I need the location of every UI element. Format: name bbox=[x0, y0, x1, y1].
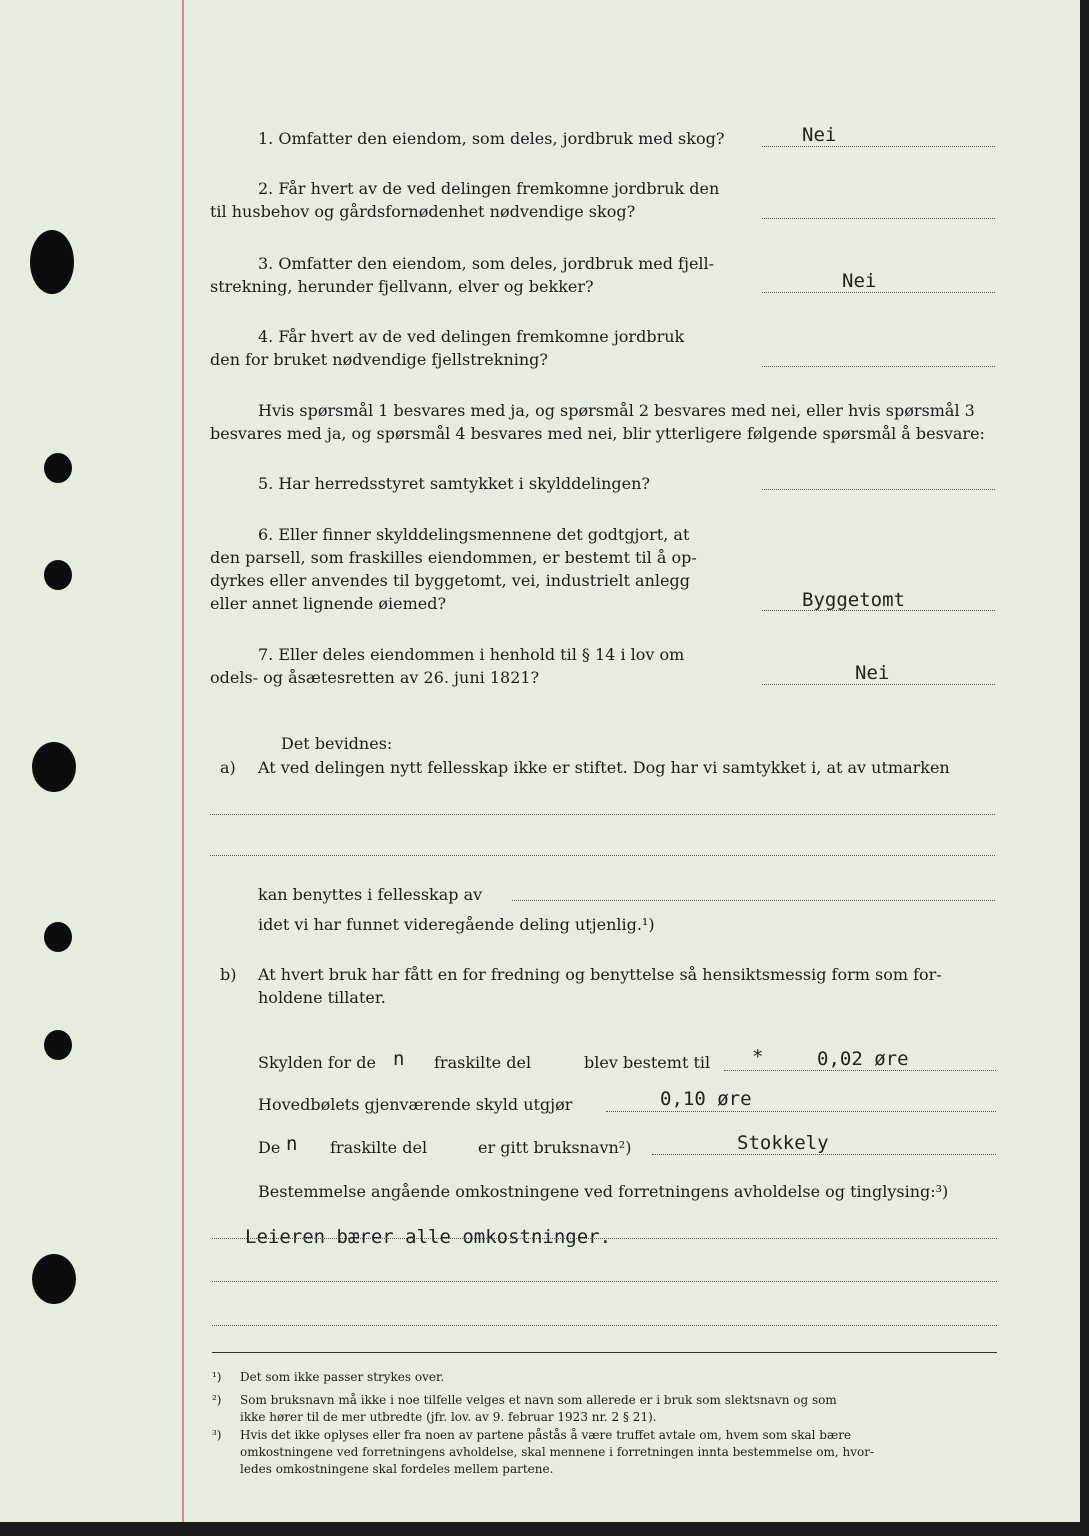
footnote-rule bbox=[212, 1352, 997, 1353]
question-6-line-4: eller annet lignende øiemed? bbox=[210, 594, 447, 613]
skyld-line-2: Hovedbølets gjenværende skyld utgjør bbox=[258, 1095, 573, 1114]
skyld-line-3-hand: n bbox=[286, 1133, 298, 1155]
question-7-line-1: 7. Eller deles eiendommen i henhold til § 14 i lov om bbox=[258, 645, 685, 664]
skyld-line-1-c: blev bestemt til bbox=[584, 1053, 711, 1072]
question-6-line-3: dyrkes eller anvendes til byggetomt, vei, industrielt anlegg bbox=[210, 571, 690, 590]
answer-line-5 bbox=[762, 489, 995, 490]
question-3-line-2: strekning, herunder fjellvann, elver og bekker? bbox=[210, 277, 594, 296]
fill-line bbox=[512, 900, 995, 901]
skyld-line-1-a: Skylden for de bbox=[258, 1053, 376, 1072]
footnote-1: Det som ikke passer strykes over. bbox=[240, 1370, 445, 1384]
answer-line-3 bbox=[762, 292, 995, 293]
skyld-line-3-b: fraskilte del bbox=[330, 1138, 428, 1157]
certify-a-text: At ved delingen nytt fellesskap ikke er stiftet. Dog har vi samtykket i, at av utmarken bbox=[258, 758, 950, 777]
answer-line-2 bbox=[762, 218, 995, 219]
question-2-line-1: 2. Får hvert av de ved delingen fremkomne jordbruk den bbox=[258, 179, 720, 198]
punch-hole bbox=[44, 1030, 72, 1060]
costs-line bbox=[212, 1238, 997, 1239]
skyld-line-3-c: er gitt bruksnavn²) bbox=[478, 1138, 632, 1157]
punch-hole bbox=[32, 1254, 76, 1304]
fill-line bbox=[210, 814, 995, 815]
skyld-line-2-dots bbox=[606, 1111, 996, 1112]
answer-line-7 bbox=[762, 684, 995, 685]
certify-b-label: b) bbox=[220, 965, 237, 984]
skyld-line-3-value: Stokkely bbox=[737, 1132, 829, 1154]
certify-a-reason: idet vi har funnet videregående deling utjenlig.¹) bbox=[258, 915, 655, 934]
question-3-line-1: 3. Omfatter den eiendom, som deles, jordbruk med fjell- bbox=[258, 254, 715, 273]
certify-b-line-1: At hvert bruk har fått en for fredning og benyttelse så hensiktsmessig form som for- bbox=[258, 965, 942, 984]
punch-hole bbox=[30, 230, 74, 294]
punch-hole bbox=[44, 453, 72, 483]
footnote-3-line-2: omkostningene ved forretningens avholdelse, skal mennene i forretningen innta bestemmelse om, hvor- bbox=[240, 1445, 874, 1459]
question-5: 5. Har herredsstyret samtykket i skylddelingen? bbox=[258, 474, 650, 493]
footnote-3-line-1: Hvis det ikke oplyses eller fra noen av partene påstås å være truffet avtale om, hvem som skal bære bbox=[240, 1428, 852, 1442]
footnote-3-line-3: ledes omkostningene skal fordeles mellem partene. bbox=[240, 1462, 554, 1476]
question-6-line-1: 6. Eller finner skylddelingsmennene det godtgjort, at bbox=[258, 525, 690, 544]
costs-line bbox=[212, 1325, 997, 1326]
skyld-line-1-b: fraskilte del bbox=[434, 1053, 532, 1072]
question-7-line-2: odels- og åsætesretten av 26. juni 1821? bbox=[210, 668, 540, 687]
punch-hole bbox=[44, 922, 72, 952]
condition-line-1: Hvis spørsmål 1 besvares med ja, og spørsmål 2 besvares med nei, eller hvis spørsmål 3 bbox=[258, 401, 975, 420]
footnote-3-mark: ³) bbox=[212, 1428, 222, 1442]
costs-value: Leieren bærer alle omkostninger. bbox=[245, 1226, 612, 1248]
question-2-line-2: til husbehov og gårdsfornødenhet nødvendige skog? bbox=[210, 202, 636, 221]
footnote-1-mark: ¹) bbox=[212, 1370, 222, 1384]
question-4-line-1: 4. Får hvert av de ved delingen fremkomne jordbruk bbox=[258, 327, 685, 346]
costs-line bbox=[212, 1281, 997, 1282]
question-6-line-2: den parsell, som fraskilles eiendommen, er bestemt til å op- bbox=[210, 548, 697, 567]
footnote-2-line-1: Som bruksnavn må ikke i noe tilfelle velges et navn som allerede er i bruk som slektsnavn og som bbox=[240, 1393, 837, 1407]
skyld-line-1-value: 0,02 øre bbox=[817, 1048, 909, 1070]
answer-7: Nei bbox=[855, 662, 890, 684]
answer-line-1 bbox=[762, 146, 995, 147]
question-4-line-2: den for bruket nødvendige fjellstrekning? bbox=[210, 350, 548, 369]
answer-line-4 bbox=[762, 366, 995, 367]
skyld-line-2-value: 0,10 øre bbox=[660, 1088, 752, 1110]
condition-line-2: besvares med ja, og spørsmål 4 besvares med nei, blir ytterligere følgende spørsmål å besvare: bbox=[210, 424, 985, 443]
skyld-line-3-dots bbox=[652, 1154, 996, 1155]
answer-1: Nei bbox=[802, 124, 837, 146]
certify-a-label: a) bbox=[220, 758, 236, 777]
certify-heading: Det bevidnes: bbox=[281, 734, 393, 753]
answer-6: Byggetomt bbox=[802, 589, 905, 611]
punch-hole bbox=[44, 560, 72, 590]
question-1: 1. Omfatter den eiendom, som deles, jordbruk med skog? bbox=[258, 129, 725, 148]
certify-a-common: kan benyttes i fellesskap av bbox=[258, 885, 483, 904]
skyld-line-1-dots bbox=[724, 1070, 996, 1071]
skyld-line-1-mark: * bbox=[752, 1046, 764, 1068]
answer-3: Nei bbox=[842, 270, 877, 292]
footnote-2-mark: ²) bbox=[212, 1393, 222, 1407]
margin-line bbox=[182, 0, 184, 1522]
fill-line bbox=[210, 855, 995, 856]
costs-label: Bestemmelse angående omkostningene ved forretningens avholdelse og tinglysing:³) bbox=[258, 1182, 949, 1201]
certify-b-line-2: holdene tillater. bbox=[258, 988, 386, 1007]
punch-hole bbox=[32, 742, 76, 792]
skyld-line-1-hand: n bbox=[393, 1048, 405, 1070]
skyld-line-3-a: De bbox=[258, 1138, 281, 1157]
footnote-2-line-2: ikke hører til de mer utbredte (jfr. lov. av 9. februar 1923 nr. 2 § 21). bbox=[240, 1410, 657, 1424]
